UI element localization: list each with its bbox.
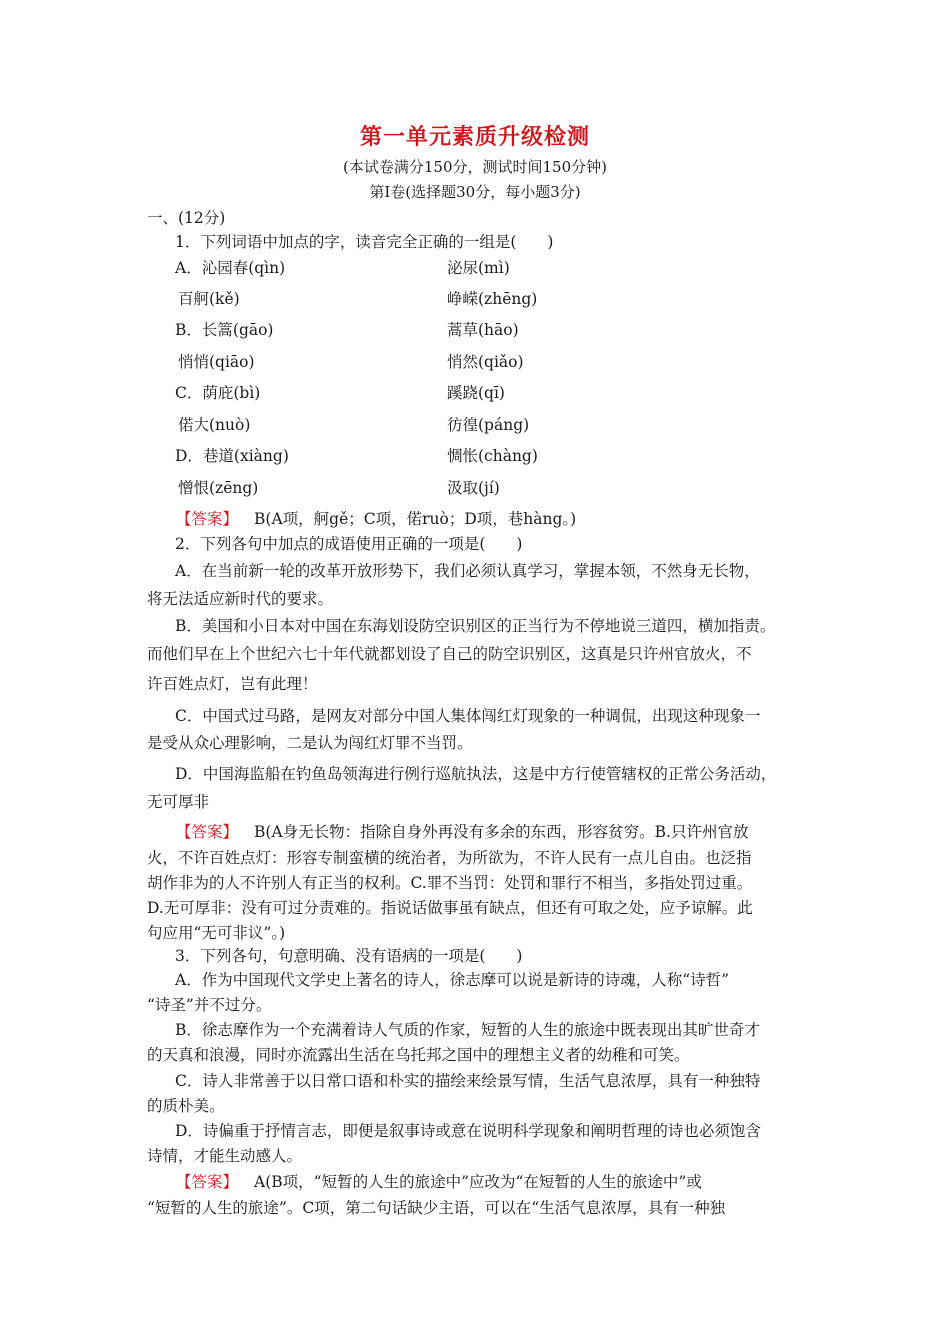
- q3-text-line: 诗情，才能生动感人。: [147, 1147, 303, 1165]
- q3-text-line: D．诗偏重于抒情言志，即便是叙事诗或意在说明科学现象和阐明哲理的诗也必须饱含: [175, 1122, 761, 1140]
- q2-text-line: 无可厚非: [147, 793, 210, 811]
- q1-option-right: 峥嵘(zhēng): [447, 290, 538, 308]
- q1-option-right: 泌尿(mì): [447, 259, 510, 277]
- q3-text-line: “诗圣”并不过分。: [147, 996, 272, 1014]
- q1-option-right: 蹊跷(qī): [447, 384, 505, 402]
- q1-option-left: 悄悄(qiāo): [178, 353, 255, 371]
- q2-text-line: B．美国和小日本对中国在东海划设防空识别区的正当行为不停地说三道四，横加指责。: [175, 617, 776, 635]
- q2-text-line: 是受从众心理影响，二是认为闯红灯罪不当罚。: [147, 734, 473, 752]
- q3-text-line: C．诗人非常善于以日常口语和朴实的描绘来绘景写情，生活气息浓厚，具有一种独特: [175, 1072, 761, 1090]
- q2-answer-line: 火，不许百姓点灯：形容专制蛮横的统治者，为所欲为，不许人民有一点儿自由。也泛指: [147, 849, 752, 867]
- q2-text-line: D．中国海监船在钓鱼岛领海进行例行巡航执法，这是中方行使管辖权的正常公务活动，: [175, 765, 777, 783]
- q1-option-left: 憎恨(zēng): [178, 479, 259, 497]
- q2-text-line: 许百姓点灯，岂有此理！: [147, 675, 318, 693]
- q2-answer-line: 句应用“无可非议”。): [147, 924, 286, 942]
- q1-option-right: 彷徨(páng): [447, 416, 530, 434]
- answer-text: B(A身无长物：指除自身外再没有多余的东西，形容贫穷。B.只许州官放: [254, 823, 749, 841]
- q1-answer: [176, 509, 576, 529]
- q2-text-line: 而他们早在上个世纪六七十年代就都划设了自己的防空识别区，这真是只许州官放火，不: [147, 645, 752, 663]
- answer-tag: 【答案】: [176, 510, 239, 528]
- q1-option-right: 蒿草(hāo): [447, 321, 519, 339]
- q1-option-left: 偌大(nuò): [178, 416, 251, 434]
- q3-text-line: 的天真和浪漫，同时亦流露出生活在乌托邦之国中的理想主义者的幼稚和可笑。: [147, 1046, 690, 1064]
- q1-option-right: 汲取(jí): [447, 479, 500, 497]
- answer-text: A(B项，“短暂的人生的旅途中”应改为“在短暂的人生的旅途中”或: [254, 1173, 702, 1191]
- score-time-note: (本试卷满分150分，测试时间150分钟): [343, 158, 607, 176]
- document-title: 第一单元素质升级检测: [359, 124, 590, 150]
- q3-text-line: A．作为中国现代文学史上著名的诗人，徐志摩可以说是新诗的诗魂，人称“诗哲”: [175, 971, 730, 989]
- answer-text: B(A项，舸gě；C项，偌ruò；D项，巷hàng。): [254, 510, 577, 528]
- q2-text-line: C．中国式过马路，是网友对部分中国人集体闯红灯现象的一种调侃，出现这种现象一: [175, 707, 761, 725]
- q2-answer: [176, 822, 748, 842]
- question-3-stem: 3．下列各句，句意明确、没有语病的一项是( ): [175, 947, 523, 965]
- q2-text-line: 将无法适应新时代的要求。: [147, 590, 334, 608]
- answer-tag: 【答案】: [176, 1173, 239, 1191]
- q1-option-left: D．巷道(xiàng): [175, 447, 289, 465]
- q2-text-line: A．在当前新一轮的改革开放形势下，我们必须认真学习，掌握本领，不然身无长物，: [175, 562, 760, 580]
- q3-answer: [176, 1172, 702, 1192]
- q3-answer-line: “短暂的人生的旅途”。C项，第二句话缺少主语，可以在“生活气息浓厚，具有一种独: [147, 1199, 726, 1217]
- q1-option-left: C．荫庇(bì): [175, 384, 261, 402]
- volume-heading: 第Ⅰ卷(选择题30分，每小题3分): [369, 183, 581, 201]
- section-heading: 一、(12分): [147, 209, 226, 227]
- q1-option-left: A．沁园春(qìn): [175, 259, 286, 277]
- answer-tag: 【答案】: [176, 823, 239, 841]
- q1-option-left: B．长篙(gāo): [175, 321, 274, 339]
- q1-option-left: 百舸(kě): [178, 290, 240, 308]
- q3-text-line: B．徐志摩作为一个充满着诗人气质的作家，短暂的人生的旅途中既表现出其旷世奇才: [175, 1021, 760, 1039]
- q2-answer-line: 胡作非为的人不许别人有正当的权利。C.罪不当罚：处罚和罪行不相当，多指处罚过重。: [147, 874, 753, 892]
- question-1-stem: 1．下列词语中加点的字，读音完全正确的一组是( ): [175, 233, 554, 251]
- q3-text-line: 的质朴美。: [147, 1097, 225, 1115]
- q2-answer-line: D.无可厚非：没有可过分责难的。指说话做事虽有缺点，但还有可取之处，应予谅解。此: [147, 899, 753, 917]
- q1-option-right: 惆怅(chàng): [447, 447, 538, 465]
- question-2-stem: 2．下列各句中加点的成语使用正确的一项是( ): [175, 535, 523, 553]
- q1-option-right: 悄然(qiǎo): [447, 353, 524, 371]
